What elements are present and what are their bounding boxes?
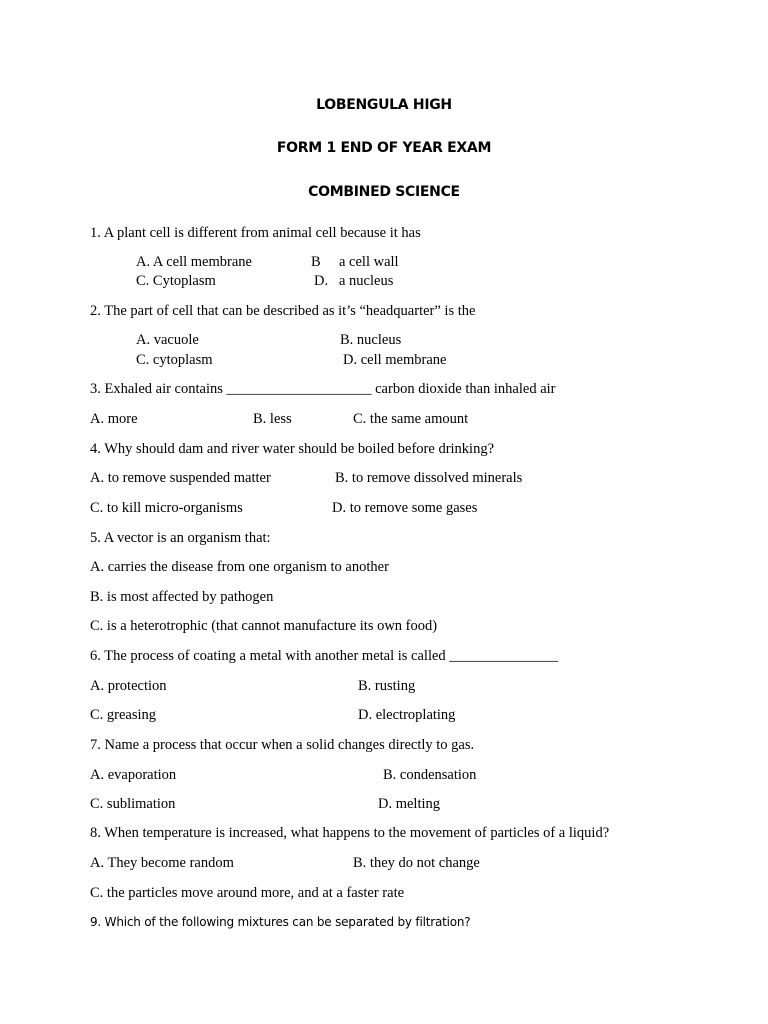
question-3-option-c: C. the same amount (353, 411, 469, 427)
question-1-option-d-letter: D. (314, 273, 329, 289)
question-8-option-c: C. the particles move around more, and at a faster rate (90, 885, 405, 901)
question-8-option-b: B. they do not change (353, 855, 480, 871)
question-1-option-d-text: a nucleus (339, 273, 394, 289)
question-6-text: 6. The process of coating a metal with another metal is called _______________ (90, 648, 559, 664)
question-4-option-c: C. to kill micro-organisms (90, 500, 243, 516)
question-7-option-c: C. sublimation (90, 796, 176, 812)
question-6-option-d: D. electroplating (358, 707, 456, 723)
question-4-option-d: D. to remove some gases (332, 500, 478, 516)
question-1-option-a: A. A cell membrane (136, 254, 252, 270)
question-5-text: 5. A vector is an organism that: (90, 530, 271, 546)
question-2-option-a: A. vacuole (136, 332, 199, 348)
question-5-option-c: C. is a heterotrophic (that cannot manufacture its own food) (90, 618, 438, 634)
question-2-text: 2. The part of cell that can be described as it’s “headquarter” is the (90, 303, 476, 319)
question-1-option-b-text: a cell wall (339, 254, 399, 270)
question-3-option-a: A. more (90, 411, 138, 427)
question-5-option-b: B. is most affected by pathogen (90, 589, 274, 605)
question-2-option-d: D. cell membrane (343, 352, 447, 368)
question-6-option-c: C. greasing (90, 707, 157, 723)
question-7-option-a: A. evaporation (90, 767, 177, 783)
question-2-option-c: C. cytoplasm (136, 352, 213, 368)
question-7-text: 7. Name a process that occur when a solid changes directly to gas. (90, 737, 475, 753)
question-8-text: 8. When temperature is increased, what happens to the movement of particles of a liquid? (90, 825, 610, 841)
question-7-option-b: B. condensation (383, 767, 477, 783)
question-8-option-a: A. They become random (90, 855, 234, 871)
subject-title: COMBINED SCIENCE (308, 184, 460, 200)
question-4-option-b: B. to remove dissolved minerals (335, 470, 523, 486)
question-7-option-d: D. melting (378, 796, 441, 812)
question-6-option-b: B. rusting (358, 678, 416, 694)
question-1-option-b-letter: B (311, 254, 321, 270)
question-2-option-b: B. nucleus (340, 332, 402, 348)
question-3-option-b: B. less (253, 411, 292, 427)
question-3-text: 3. Exhaled air contains ____________________ carbon dioxide than inhaled air (90, 381, 556, 397)
question-9-text: 9. Which of the following mixtures can be separated by filtration? (90, 915, 471, 929)
question-1-text: 1. A plant cell is different from animal cell because it has (90, 225, 421, 241)
question-1-option-c: C. Cytoplasm (136, 273, 216, 289)
question-5-option-a: A. carries the disease from one organism to another (90, 559, 389, 575)
question-4-text: 4. Why should dam and river water should be boiled before drinking? (90, 441, 495, 457)
question-4-option-a: A. to remove suspended matter (90, 470, 271, 486)
exam-title: FORM 1 END OF YEAR EXAM (276, 140, 492, 156)
school-name: LOBENGULA HIGH (316, 97, 452, 113)
question-6-option-a: A. protection (90, 678, 167, 694)
